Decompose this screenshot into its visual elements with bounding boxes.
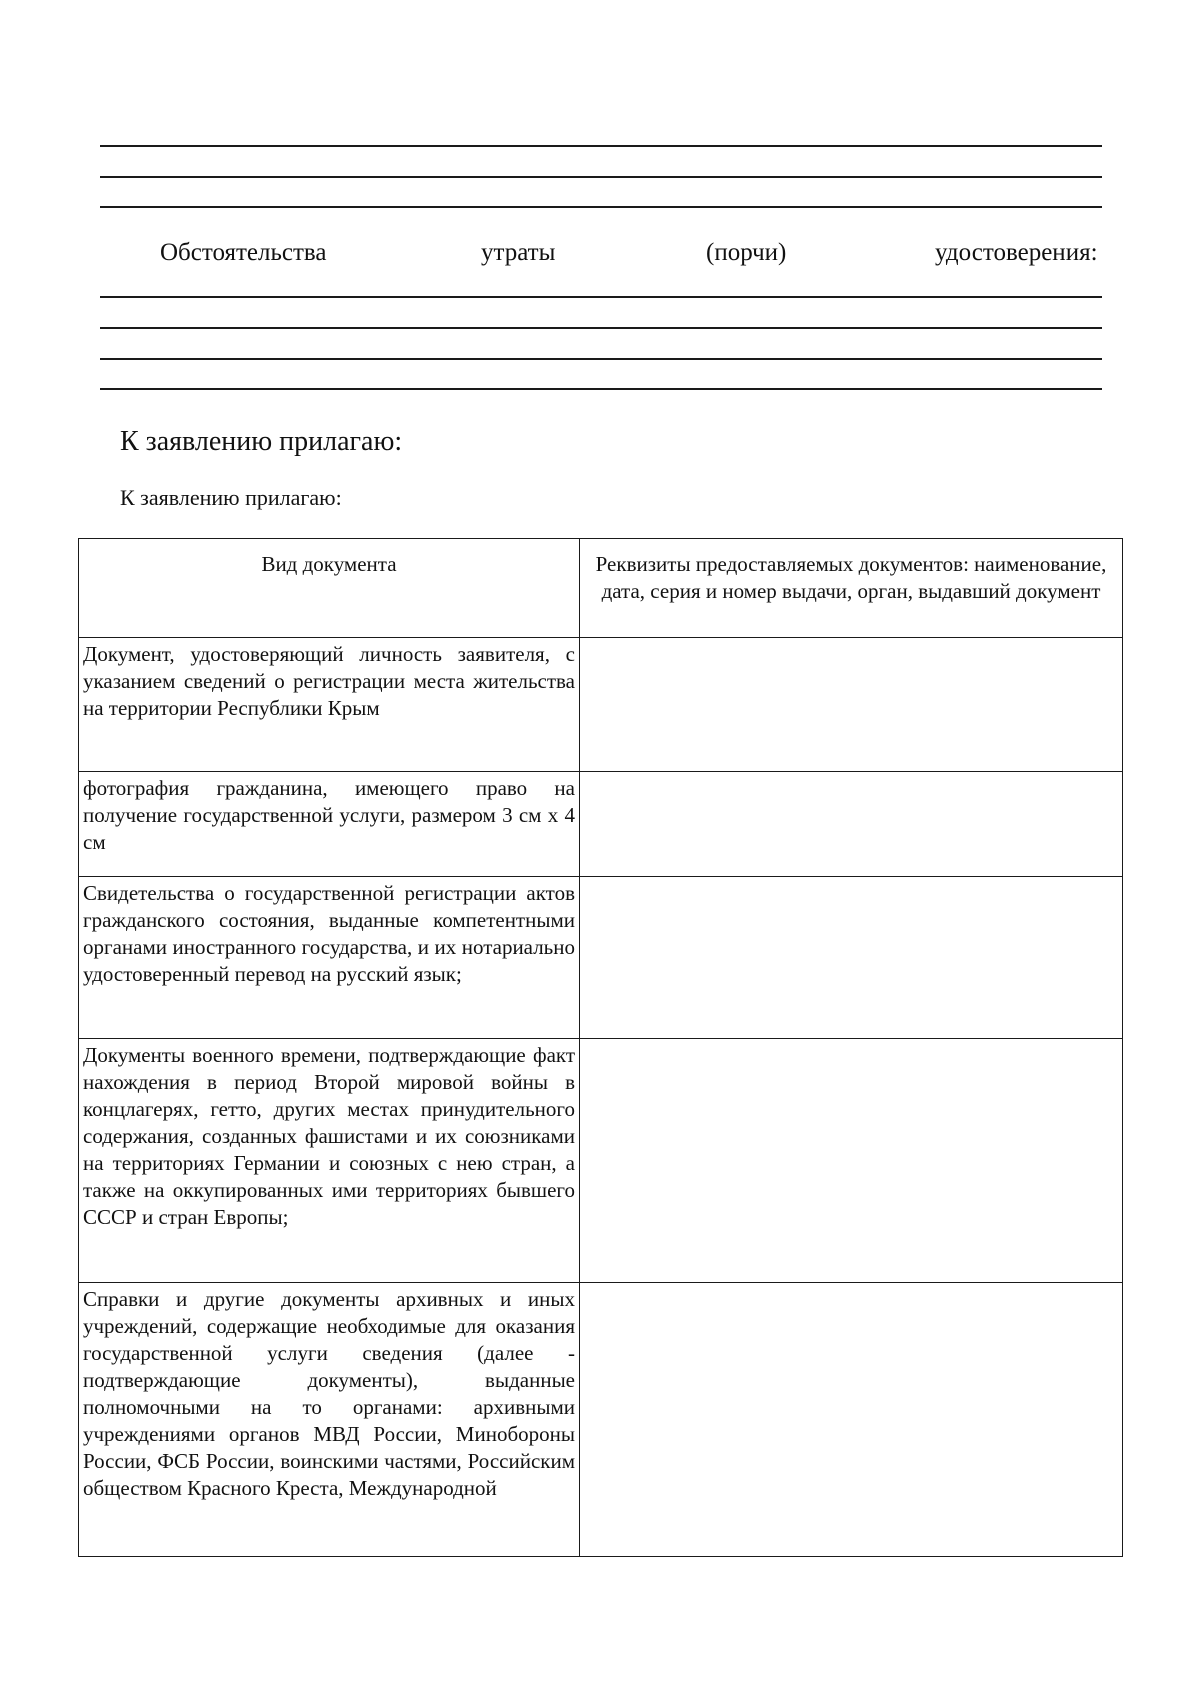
document-type-cell: Справки и другие документы архивных и иных учреждений, содержащие необходимые для оказания государственной услуги сведения (далее - подтверждающие документы), выданные полномочными на то органами: архивными учреждениями органов МВД России, Минобороны России, ФСБ России, воинскими частями, Российским обществом Красного Креста, Международной [79,1283,580,1557]
table-row [79,772,1123,877]
circumstances-line-4[interactable] [100,388,1102,390]
header-document-type: Вид документа [79,539,580,638]
document-type-cell: Документы военного времени, подтверждающие факт нахождения в период Второй мировой войны в концлагерях, гетто, других местах принудительного содержания, созданных фашистами и их союзниками на территориях Германии и союзных с нею стран, а также на оккупированных ими территориях бывшего СССР и стран Европы; [79,1039,580,1283]
document-type-cell: Документ, удостоверяющий личность заявителя, с указанием сведений о регистрации места жительства на территории Республики Крым [79,638,580,772]
circumstances-word-2: утраты [481,239,556,266]
document-details-cell[interactable] [580,877,1123,1039]
table-row [79,1039,1123,1283]
circumstances-line-3[interactable] [100,358,1102,360]
blank-line-3[interactable] [100,206,1102,208]
circumstances-line-1[interactable] [100,296,1102,298]
document-type-cell: фотография гражданина, имеющего право на получение государственной услуги, размером 3 см х 4 см [79,772,580,877]
table-row [79,1283,1123,1557]
blank-line-2[interactable] [100,176,1102,178]
table-row [79,638,1123,772]
table-header-row [79,539,1123,638]
table-row [79,877,1123,1039]
document-type-cell: Свидетельства о государственной регистрации актов гражданского состояния, выданные компетентными органами иностранного государства, и их нотариально удостоверенный перевод на русский язык; [79,877,580,1039]
document-details-cell[interactable] [580,772,1123,877]
attachments-heading: К заявлению прилагаю: [120,426,403,457]
attachments-subheading: К заявлению прилагаю: [120,485,342,510]
document-details-cell[interactable] [580,1283,1123,1557]
document-details-cell[interactable] [580,638,1123,772]
circumstances-word-1: Обстоятельства [160,239,327,266]
circumstances-line-2[interactable] [100,327,1102,329]
circumstances-word-3: (порчи) [706,239,787,266]
header-document-details: Реквизиты предоставляемых документов: наименование, дата, серия и номер выдачи, орган, выдавший документ [580,539,1123,638]
document-details-cell[interactable] [580,1039,1123,1283]
circumstances-word-4: удостоверения: [935,239,1098,266]
attachments-table [78,538,1123,1557]
blank-line-1[interactable] [100,145,1102,147]
